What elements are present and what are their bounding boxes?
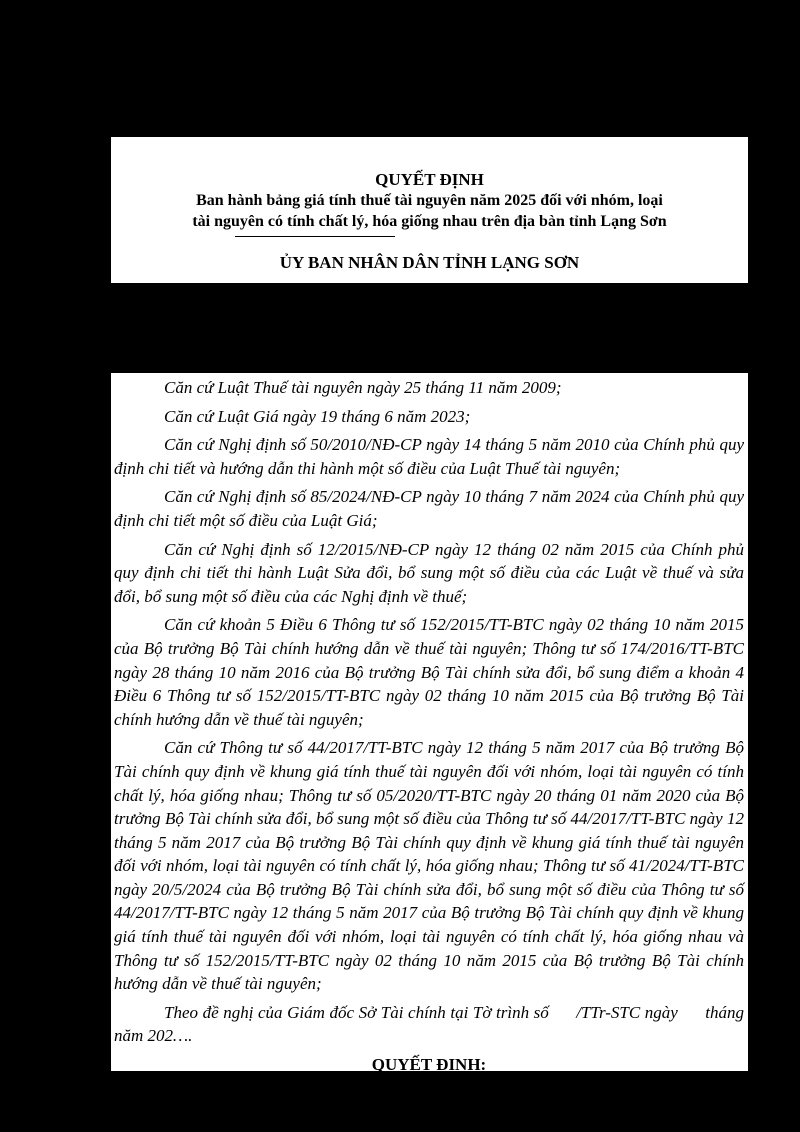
title-underline bbox=[235, 236, 395, 237]
proposal-paragraph: Theo đề nghị của Giám đốc Sở Tài chính tại Tờ trình số /TTr-STC ngày tháng năm 202…. bbox=[114, 1002, 770, 1046]
legal-basis-paragraph: Căn cứ Luật Giá ngày 19 tháng 6 năm 2023; bbox=[164, 406, 471, 426]
document-subtitle-line-1: Ban hành bảng giá tính thuế tài nguyên năm 2025 đối với nhóm, loại bbox=[196, 192, 663, 209]
legal-basis-paragraph: Căn cứ khoản 5 Điều 6 Thông tư số 152/2015/TT-BTC ngày 02 tháng 10 năm 2015 của Bộ trưởng Bộ Tài chính hướng dẫn về thuế tài nguyên; Thông tư số 174/2016/TT-BTC ngày 28 tháng 10 năm 2016 của Bộ trưởng Bộ Tài chính sửa đổi, bổ sung điểm a khoản 4 Điều 6 Thông tư số 152/2015/TT-BTC ngày 02 tháng 10 năm 2015 của Bộ trưởng Bộ Tài chính hướng dẫn về thuế tài nguyên; bbox=[114, 615, 744, 729]
document-body bbox=[111, 373, 770, 1075]
document-subtitle-line-2: tài nguyên có tính chất lý, hóa giống nhau trên địa bàn tỉnh Lạng Sơn bbox=[192, 213, 667, 230]
issuing-authority: ỦY BAN NHÂN DÂN TỈNH LẠNG SƠN bbox=[279, 253, 580, 272]
legal-basis-paragraph: Căn cứ Luật Thuế tài nguyên ngày 25 tháng 11 năm 2009; bbox=[164, 378, 562, 397]
document-header bbox=[111, 137, 748, 283]
decision-heading: QUYẾT ĐỊNH: bbox=[371, 1055, 487, 1075]
legal-basis-paragraph: Căn cứ Thông tư số 44/2017/TT-BTC ngày 12 tháng 5 năm 2017 của Bộ trưởng Bộ Tài chính quy định về khung giá tính thuế tài nguyên đối với nhóm, loại tài nguyên có tính chất lý, hóa giống nhau; Thông tư số 05/2020/TT-BTC ngày 20 tháng 01 năm 2020 của Bộ trưởng Bộ Tài chính sửa đổi, bổ sung một số điều của Thông tư số 44/2017/TT-BTC ngày 12 tháng 5 năm 2017 của Bộ trưởng Bộ Tài chính quy định về khung giá tính thuế tài nguyên đối với nhóm, loại tài nguyên có tính chất lý, hóa giống nhau; Thông tư số 41/2024/TT-BTC ngày 20/5/2024 của Bộ trưởng Bộ Tài chính sửa đổi, bổ sung một số điều của Thông tư số 44/2017/TT-BTC ngày 12 tháng 5 năm 2017 của Bộ trưởng Bộ Tài chính quy định về khung giá tính thuế tài nguyên đối với nhóm, loại tài nguyên có tính chất lý, hóa giống nhau và Thông tư số 152/2015/TT-BTC ngày 02 tháng 10 năm 2015 của Bộ trưởng Bộ Tài chính hướng dẫn về thuế tài nguyên; bbox=[114, 738, 744, 994]
legal-basis-paragraph: Căn cứ Nghị định số 50/2010/NĐ-CP ngày 14 tháng 5 năm 2010 của Chính phủ quy định chi tiết và hướng dẫn thi hành một số điều của Luật Thuế tài nguyên; bbox=[114, 435, 744, 478]
legal-basis-paragraph: Căn cứ Nghị định số 12/2015/NĐ-CP ngày 12 tháng 02 năm 2015 của Chính phủ quy định chi tiết thi hành Luật Sửa đổi, bổ sung một số điều của các Luật về thuế và sửa đổi, bổ sung một số điều của các Nghị định về thuế; bbox=[114, 539, 744, 606]
document-title: QUYẾT ĐỊNH bbox=[375, 170, 484, 189]
legal-basis-paragraph: Căn cứ Nghị định số 85/2024/NĐ-CP ngày 10 tháng 7 năm 2024 của Chính phủ quy định chi tiết một số điều của Luật Giá; bbox=[114, 487, 744, 530]
